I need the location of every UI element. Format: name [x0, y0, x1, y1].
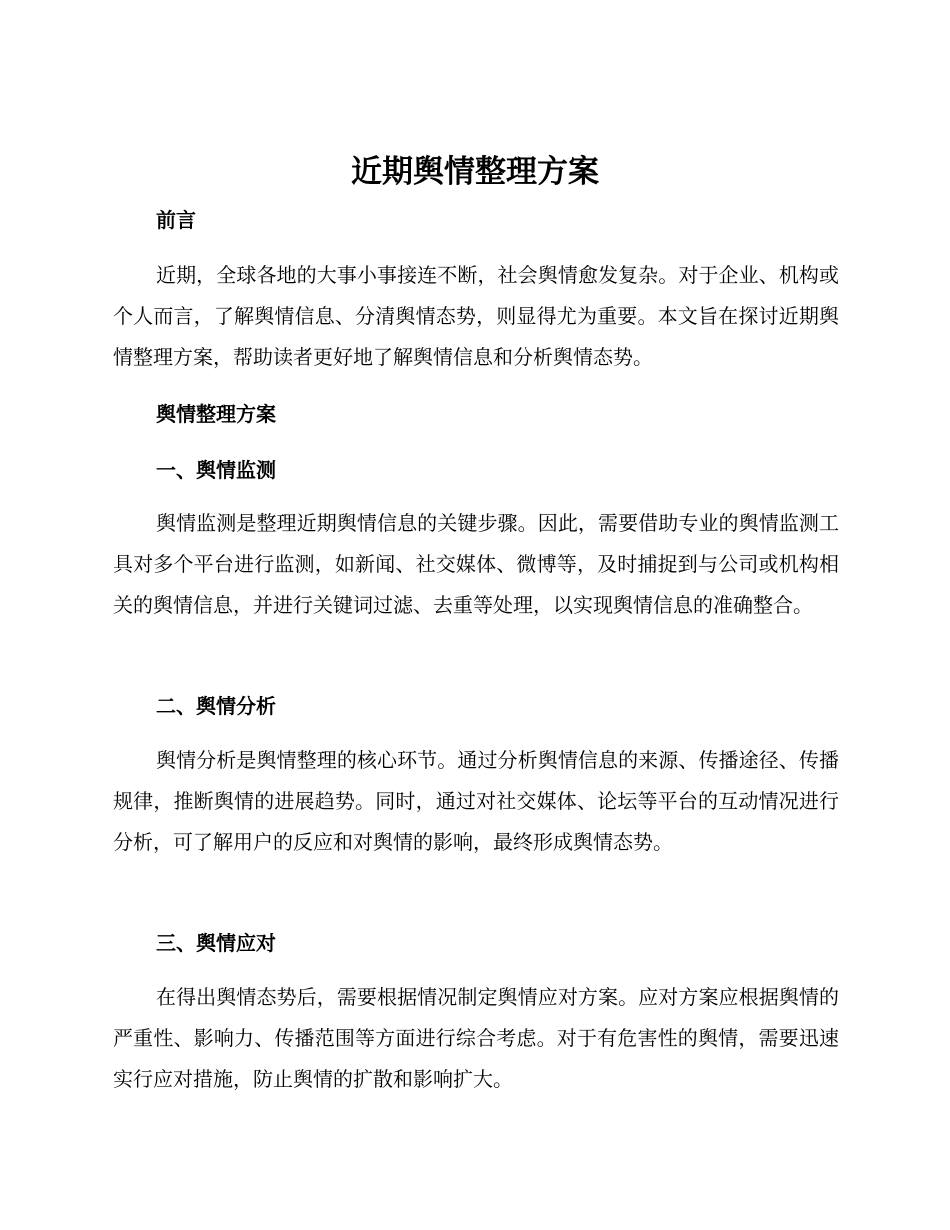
section-heading-response: 三、舆情应对	[156, 931, 276, 955]
section-paragraph-monitoring: 舆情监测是整理近期舆情信息的关键步骤。因此，需要借助专业的舆情监测工具对多个平台进行监测，如新闻、社交媒体、微博等，及时捕捉到与公司或机构相关的舆情信息，并进行关键词过滤、去重等处理，以实现舆情信息的准确整合。	[113, 511, 839, 617]
section-heading-plan: 舆情整理方案	[156, 402, 276, 426]
section-heading-analysis: 二、舆情分析	[156, 694, 276, 718]
section-heading-preface: 前言	[156, 208, 196, 232]
section-paragraph-preface: 近期，全球各地的大事小事接连不断，社会舆情愈发复杂。对于企业、机构或个人而言，了解舆情信息、分清舆情态势，则显得尤为重要。本文旨在探讨近期舆情整理方案，帮助读者更好地了解舆情信息和分析舆情态势。	[113, 263, 839, 369]
section-paragraph-analysis: 舆情分析是舆情整理的核心环节。通过分析舆情信息的来源、传播途径、传播规律，推断舆情的进展趋势。同时，通过对社交媒体、论坛等平台的互动情况进行分析，可了解用户的反应和对舆情的影响，最终形成舆情态势。	[113, 748, 839, 854]
section-heading-monitoring: 一、舆情监测	[156, 458, 276, 482]
section-paragraph-response: 在得出舆情态势后，需要根据情况制定舆情应对方案。应对方案应根据舆情的严重性、影响力、传播范围等方面进行综合考虑。对于有危害性的舆情，需要迅速实行应对措施，防止舆情的扩散和影响扩大。	[113, 985, 839, 1091]
document-title: 近期舆情整理方案	[351, 154, 599, 190]
